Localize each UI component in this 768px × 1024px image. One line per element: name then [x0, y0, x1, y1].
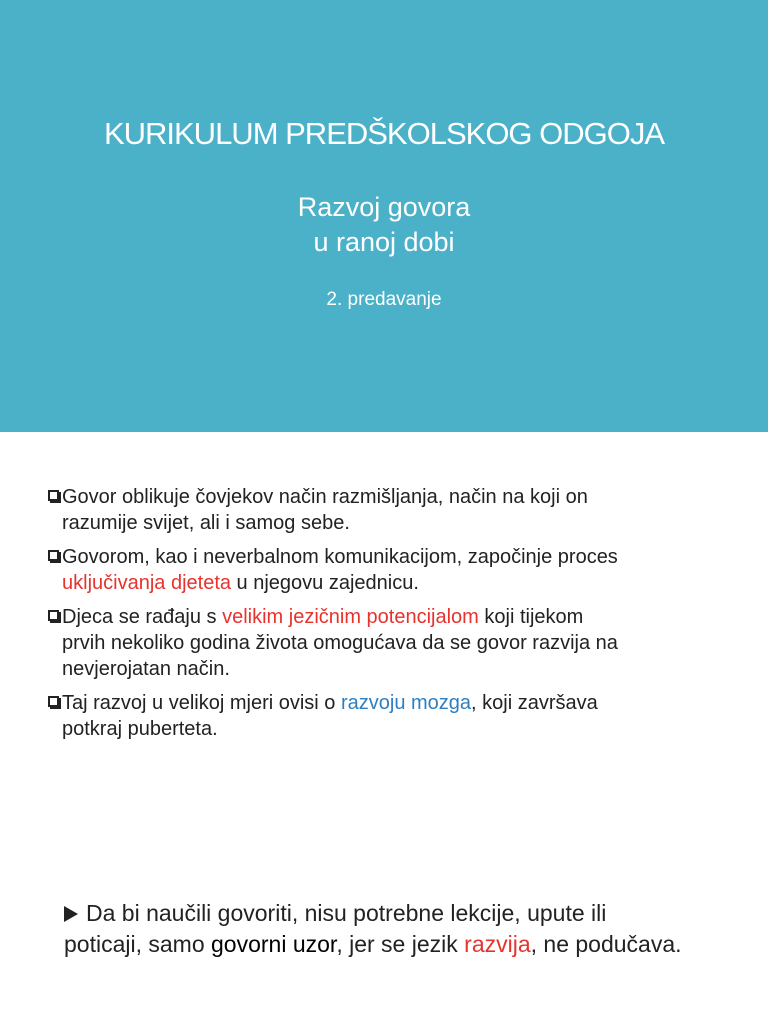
conclusion-text-end: , ne podučava.	[530, 931, 682, 957]
bullet-item-3	[46, 604, 626, 682]
checkbox-bullet-icon	[48, 610, 59, 621]
bullet-item-4	[46, 690, 626, 742]
conclusion-paragraph	[64, 898, 684, 960]
bullet-item-1	[46, 484, 626, 536]
slide-subtitle	[0, 190, 768, 260]
bullet-text: Govorom, kao i neverbalnom komunikacijom, započinje proces	[62, 546, 618, 568]
bullet-highlight: razvoju mozga	[340, 692, 472, 714]
subtitle-line-2: u ranoj dobi	[313, 227, 455, 257]
conclusion-text: Da bi naučili govoriti, nisu potrebne lekcije, upute ili poticaji, samo	[64, 900, 607, 957]
subtitle-line-1: Razvoj govora	[297, 192, 471, 222]
arrow-bullet-icon	[64, 906, 78, 922]
checkbox-bullet-icon	[48, 696, 59, 707]
conclusion-text-middle: , jer se jezik	[336, 931, 465, 957]
conclusion-highlight: razvija	[464, 931, 531, 957]
checkbox-bullet-icon	[48, 550, 59, 561]
slide-title: KURIKULUM PREDŠKOLSKOG ODGOJA	[103, 116, 665, 151]
title-banner	[0, 0, 768, 432]
bullet-text-end: , koji završava potkraj puberteta.	[62, 692, 598, 740]
lecture-number: 2. predavanje	[326, 289, 442, 310]
bullet-text-end: u njegovu zajednicu.	[231, 572, 419, 594]
bullet-text: Govor oblikuje čovjekov način razmišljanja, način na koji on razumije svijet, ali i samog sebe.	[62, 486, 588, 534]
bullet-highlight: uključivanja djeteta	[62, 572, 231, 594]
bullet-text-end: koji tijekom prvih nekoliko godina života omogućava da se govor razvija na nevjerojatan način.	[62, 606, 618, 680]
bullet-item-2	[46, 544, 626, 596]
checkbox-bullet-icon	[48, 490, 59, 501]
bullet-list	[46, 484, 626, 750]
bullet-text: Djeca se rađaju s	[62, 606, 223, 628]
bullet-highlight: velikim jezičnim potencijalom	[222, 606, 479, 628]
bullet-text: Taj razvoj u velikoj mjeri ovisi o	[62, 692, 341, 714]
conclusion-emphasis: govorni uzor	[211, 931, 337, 957]
